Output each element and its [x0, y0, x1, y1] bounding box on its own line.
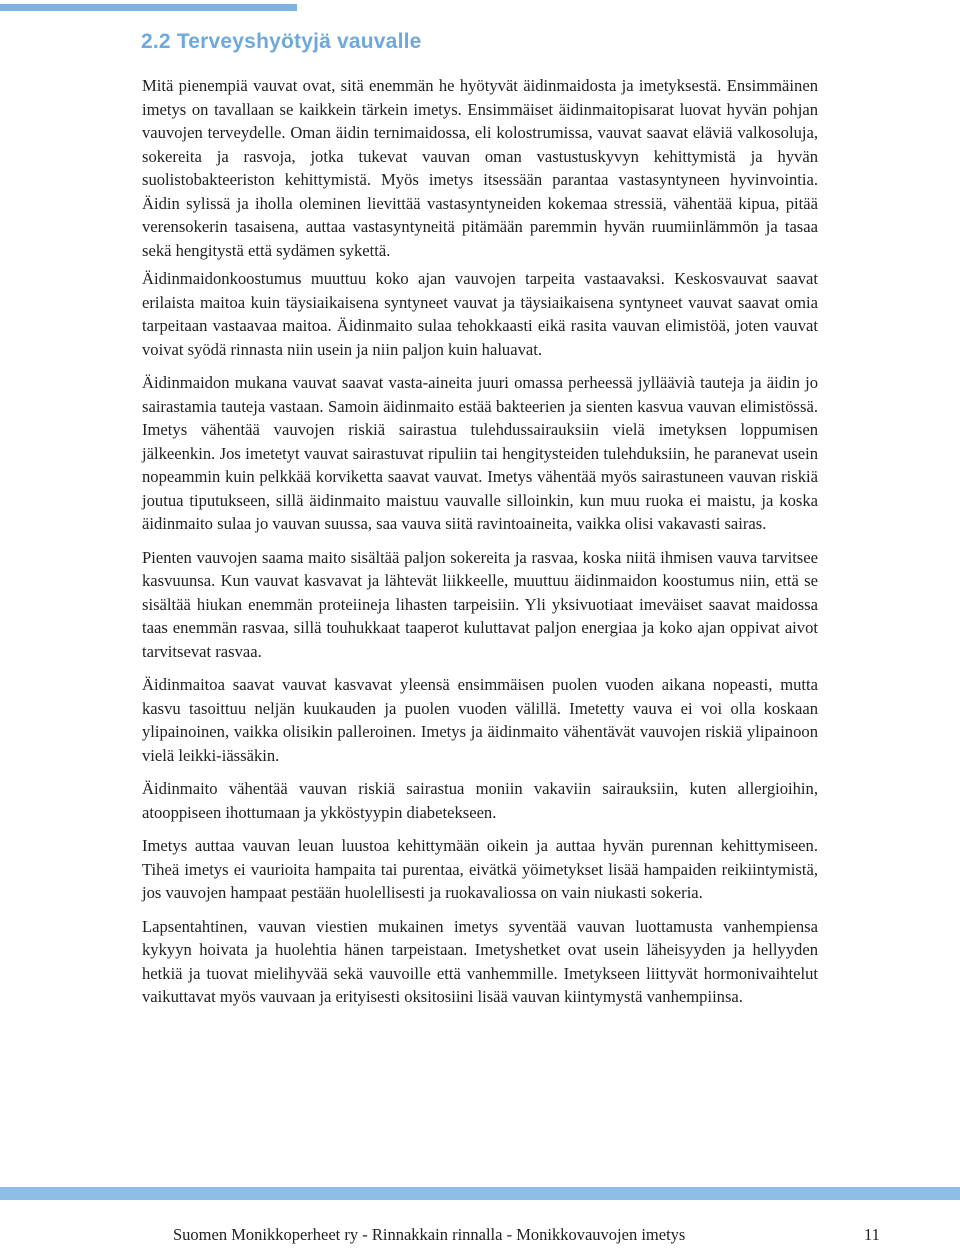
paragraph-nutrients: Pienten vauvojen saama maito sisältää paljon sokereita ja rasvaa, koska niitä ihmisen vauva tarvitsee kasvuunsa. Kun vauvat kasvavat ja lähtevät liikkeelle, muuttuu äidinmaidon koostumus niin, että se sisältää hiukan enemmän proteiineja lihasten tarpeisiin. Yli yksivuotiaat imeväiset saavat maidossa taas enemmän rasvaa, sillä touhukkaat taaperot kuluttavat paljon energiaa ja koko ajan oppivat aivot tarvitsevat rasvaa. — [142, 547, 818, 661]
body-text — [142, 74, 818, 1019]
paragraph-bonding: Lapsentahtinen, vauvan viestien mukainen imetys syventää vauvan luottamusta vanhempiensa kykyyn hoivata ja huolehtia hänen tarpeistaan. Imetyshetket ovat usein läheisyyden ja hellyyden hetkiä ja tuovat mielihyvää sekä vauvoille että vanhemmille. Imetykseen liittyvät hormonivaihtelut vaikuttavat myös vauvaan ja erityisesti oksitosiini lisää vauvan kiintymystä vanhempiinsa. — [142, 916, 818, 1006]
paragraph-composition: Äidinmaidonkoostumus muuttuu koko ajan vauvojen tarpeita vastaavaksi. Keskosvauvat saavat erilaista maitoa kuin täysiaikaisena syntyneet vauvat ja täysiaikaisena syntyneet vauvat saavat omia tarpeitaan vastaavaa maitoa. Äidinmaito sulaa tehokkaasti eikä rasita vauvan elimistöä, joten vauvat voivat syödä rinnasta niin usein ja niin paljon kuin haluavat. — [142, 269, 818, 359]
paragraph-teeth: Imetys auttaa vauvan leuan luustoa kehittymään oikein ja auttaa hyvän purennan kehittymiseen. Tiheä imetys ei vaurioita hampaita tai purentaa, eivätkä yöimetykset lisää hampaiden reikiintymistä, jos vauvojen hampaat pestään huolellisesti ja ruokavaliossa on vain niukasti sokeria. — [142, 836, 818, 902]
paragraph-allergies: Äidinmaito vähentää vauvan riskiä sairastua moniin vakaviin sairauksiin, kuten allergioihin, atooppiseen ihottumaan ja ykköstyypin diabetekseen. — [142, 779, 818, 822]
top-accent-bar — [0, 4, 297, 11]
paragraph-colostrum: Mitä pienempiä vauvat ovat, sitä enemmän he hyötyvät äidinmaidosta ja imetyksestä. Ensimmäinen imetys on tavallaan se kaikkein tärkein imetys. Ensimmäiset äidinmaitopisarat luovat hyvän pohjan vauvojen terveydelle. Oman äidin ternimaidossa, eli kolostrumissa, vauvat saavat eläviä valkosoluja, sokereita ja rasvoja, jotka tukevat vauvan oman vastustuskyvyn kehittymistä ja hyvän suolistobakteeriston kehittymistä. Myös imetys itsessään parantaa vastasyntyneen hyvinvointia. Äidin sylissä ja iholla oleminen lievittää vastasyntyneiden kokemaa stressiä, vähentää kipua, pitää verensokerin tasaisena, auttaa vastasyntyneitä pitämään paremmin hyvän ruumiinlämmön ja tasaa sekä hengitystä että sydämen sykettä. — [142, 76, 818, 260]
section-heading: 2.2 Terveyshyötyjä vauvalle — [141, 30, 422, 53]
paragraph-growth: Äidinmaitoa saavat vauvat kasvavat yleensä ensimmäisen puolen vuoden aikana nopeasti, mutta kasvu tasoittuu neljän kuukauden ja puolen vuoden välillä. Imetetty vauva ei voi olla koskaan ylipainoinen, vaikka olisikin palleroinen. Imetys ja äidinmaito vähentävät vauvojen riskiä ylipainoon vielä leikki-iässäkin. — [142, 675, 818, 765]
footer-accent-bar — [0, 1187, 960, 1200]
paragraph-antibodies: Äidinmaidon mukana vauvat saavat vasta-aineita juuri omassa perheessä jylläävià tauteja ja äidin jo sairastamia tauteja vastaan. Samoin äidinmaito estää bakteerien ja sienten kasvua vauvan elimistössä. Imetys vähentää vauvojen riskiä sairastua tulehdussairauksiin vielä imetyksen loppumisen jälkeenkin. Jos imetetyt vauvat sairastuvat ripuliin tai hengitysteiden tulehduksiin, he paranevat usein nopeammin kuin pelkkää korviketta saavat vauvat. Imetys vähentää myös sairastuneen vauvan riskiä joutua tiputukseen, sillä äidinmaito maistuu vauvalle silloinkin, kun muu ruoka ei maistu, ja koska äidinmaito sulaa jo vauvan suussa, saa vauva siitä ravintoaineita, vaikka olisi vakavasti sairas. — [142, 373, 818, 533]
page-footer — [0, 1225, 960, 1247]
page-number: 11 — [864, 1225, 880, 1244]
footer-title: Suomen Monikkoperheet ry - Rinnakkain rinnalla - Monikkovauvojen imetys — [173, 1225, 686, 1244]
